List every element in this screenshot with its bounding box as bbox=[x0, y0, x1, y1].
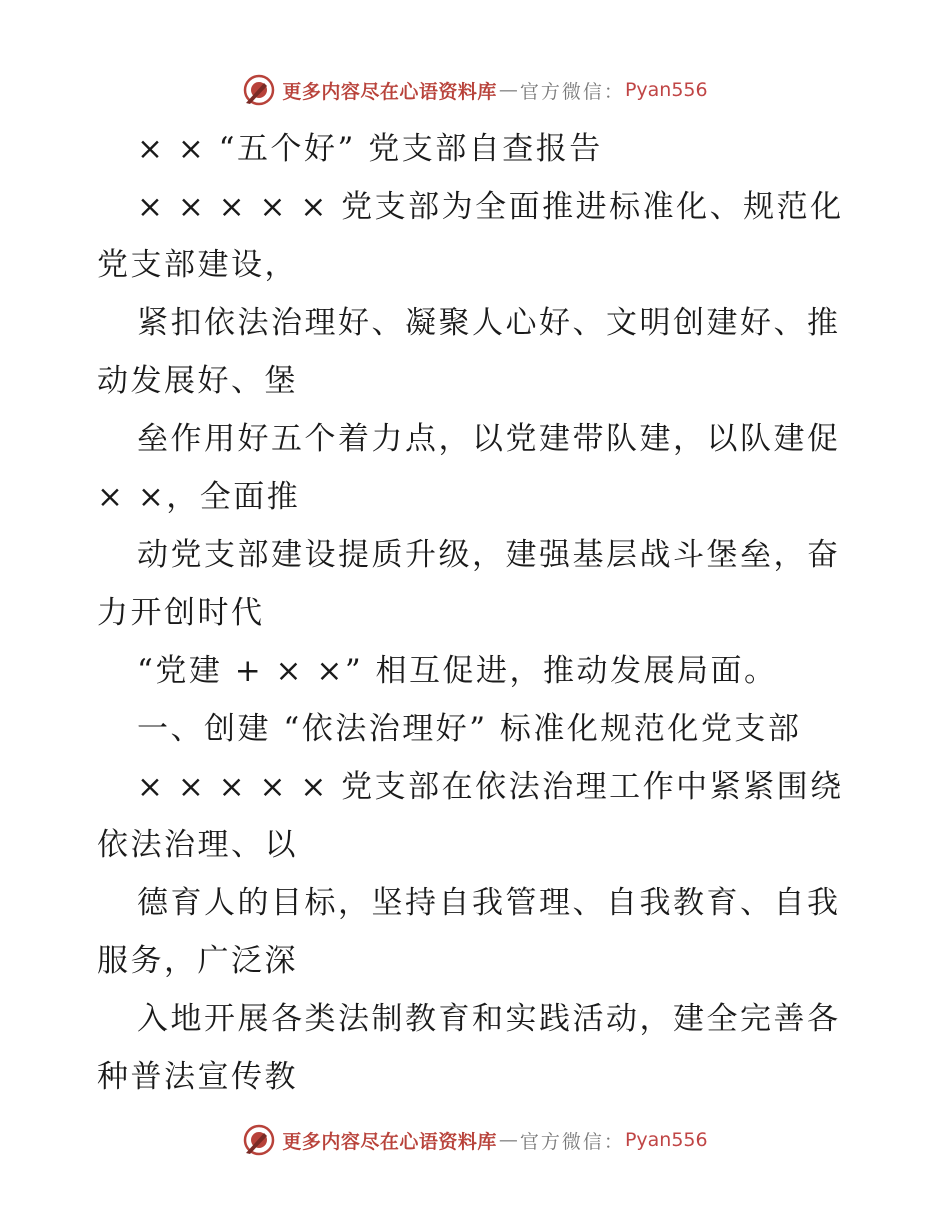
paragraph: × × × × × 党支部为全面推进标准化、规范化党支部建设， bbox=[97, 189, 844, 283]
brand-text: 更多内容尽在心语资料库 bbox=[282, 1130, 497, 1153]
document-body bbox=[97, 120, 857, 1106]
wechat-label: 官方微信： bbox=[519, 1130, 625, 1153]
paragraph: 垒作用好五个着力点，以党建带队建，以队建促 × ×，全面推 bbox=[97, 421, 841, 515]
pen-logo-icon bbox=[242, 1123, 276, 1157]
paragraph: “党建 + × ×” 相互促进，推动发展局面。 bbox=[137, 653, 778, 689]
section-heading: 一、创建 “依法治理好” 标准化规范化党支部 bbox=[137, 711, 802, 747]
footer-watermark-banner bbox=[0, 1120, 950, 1160]
pen-logo-icon bbox=[242, 73, 276, 107]
wechat-id: Pyan556 bbox=[624, 79, 708, 101]
paragraph: 德育人的目标，坚持自我管理、自我教育、自我服务，广泛深 bbox=[97, 885, 841, 979]
wechat-id: Pyan556 bbox=[624, 1129, 708, 1151]
wechat-label: 官方微信： bbox=[519, 80, 625, 103]
paragraph: 动党支部建设提质升级，建强基层战斗堡垒，奋力开创时代 bbox=[97, 537, 841, 631]
paragraph: × × × × × 党支部在依法治理工作中紧紧围绕依法治理、以 bbox=[97, 769, 844, 863]
brand-text: 更多内容尽在心语资料库 bbox=[282, 80, 497, 103]
header-watermark-banner bbox=[0, 70, 950, 110]
document-title: × × “五个好” 党支部自查报告 bbox=[137, 131, 603, 167]
paragraph: 紧扣依法治理好、凝聚人心好、文明创建好、推动发展好、堡 bbox=[97, 305, 841, 399]
banner-separator: — bbox=[498, 1129, 518, 1151]
banner-separator: — bbox=[498, 79, 518, 101]
paragraph: 入地开展各类法制教育和实践活动，建全完善各种普法宣传教 bbox=[97, 1001, 841, 1095]
